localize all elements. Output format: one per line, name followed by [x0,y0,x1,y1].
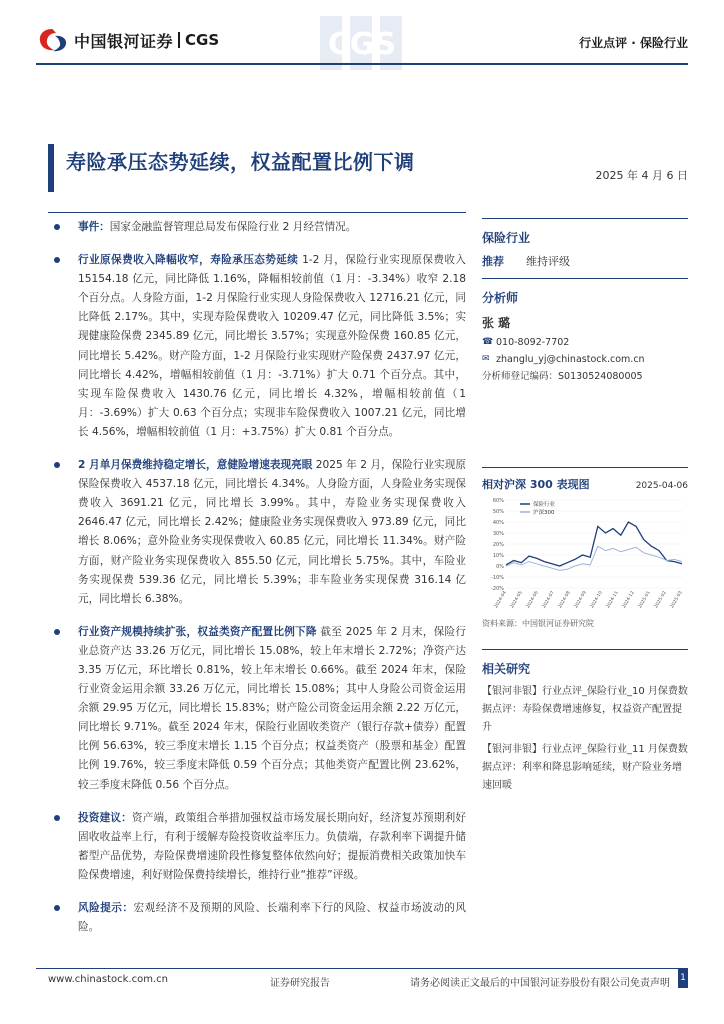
research-item[interactable] [482,741,688,795]
analyst-reg [482,368,688,385]
brand-logo [38,27,219,53]
sector-name: 保险行业 [482,231,531,245]
paragraph-lead: 风险提示： [78,902,134,914]
y-tick-label: -20% [491,586,504,592]
x-tick-label: 2024-04 [493,590,508,610]
paragraph-lead: 2 月单月保费维持稳定增长，意健险增速表现亮眼 [78,459,313,472]
y-tick-label: 60% [492,498,504,504]
paragraph-text: 国家金融监督管理总局发布保险行业 2 月经营情况。 [109,221,357,233]
body-paragraph [48,623,466,795]
bullet-icon [54,815,60,821]
logo-separator [178,32,180,48]
x-tick-label: 2024-11 [605,590,620,610]
chart-title: 相对沪深 300 表现图 [482,478,590,491]
paragraph-lead: 投资建议： [78,811,132,824]
research-heading: 相关研究 [482,662,531,676]
bullet-icon [54,905,60,911]
publish-date: 2025 年 4 月 6 日 [595,169,688,182]
paragraph-text: 截至 2025 年 2 月末，保险行业总资产达 33.26 万亿元，同比增长 15.08%，较上年末增长 2.72%；净资产达 3.35 万亿元，环比增长 0.81%，较上年末增长 0.66%。截至 2024 年末，保险行业资金运用余额 33.26 万亿元，同比增长 15.08%；其中人身险公司资金运用余额 29.95 万亿元，同比增长 15.83%；财产险公司资金运用余额 2.22 万亿元，同比增长 9.71%。截至 2024 年末，保险行业固收类资产（银行存款+债券）配置比例 56.63%，较三季度末增长 1.15 个百分点；权益类资产（股票和基金）配置比例 19.76%，较三季度末降低 0.59 个百分点；其他类资产配置比例 23.62%，较三季度末降低 0.56 个百分点。 [78,625,466,791]
sidebar-divider [482,467,688,468]
paragraph-lead: 事件： [78,221,110,233]
y-tick-label: 10% [492,553,504,559]
x-tick-label: 2024-06 [525,590,540,610]
report-type-label: 行业点评 · 保险行业 [579,36,688,50]
chart-source: 资料来源：中国银河证券研究院 [482,619,594,628]
body-top-divider [48,212,466,213]
analyst-email[interactable] [482,351,688,368]
sidebar-divider [482,218,688,219]
y-tick-label: 20% [492,542,504,548]
paragraph-lead: 行业原保费收入降幅收窄，寿险承压态势延续 [78,254,299,267]
logo-mark-icon [38,27,68,53]
analyst-heading: 分析师 [482,291,519,305]
research-tag: 【银河非银】 [482,686,542,697]
y-tick-label: -10% [491,575,504,581]
body-paragraph [48,218,466,237]
sidebar-divider [482,649,688,650]
body-paragraph [48,809,466,885]
analyst-name: 张 璐 [482,316,511,330]
paragraph-text: 2025 年 2 月，保险行业实现原保险保费收入 4537.18 亿元，同比增长 4.34%。人身险方面，人身险业务实现保费收入 3691.21 亿元，同比增长 3.99%。其中，寿险业务实现保费收入 2646.47 亿元，同比增长 2.42%；健康险业务实现保费收入 973.89 亿元，同比增长 8.06%；意外险业务实现保费收入 60.85 亿元，同比增长 11.34%。财产险方面，财产险业务实现保费收入 855.50 亿元，同比增长 5.75%。其中，车险业务实现保费 539.36 亿元，同比增长 5.39%；非车险业务实现保费 316.14 亿元，同比增长 6.38%。 [78,459,467,605]
x-tick-label: 2025-02 [653,590,668,610]
x-tick-label: 2024-10 [589,590,604,610]
email-link[interactable]: zhanglu_yj@chinastock.com.cn [496,354,645,365]
sidebar [482,218,688,795]
research-title[interactable]: 行业点评_保险行业_11 月保费数据点评：利率和降息影响延续，财产险业务增速回暖 [482,744,688,791]
sidebar-divider [482,278,688,279]
research-title[interactable]: 行业点评_保险行业_10 月保费数据点评：寿险保费增速修复，权益资产配置提升 [482,686,688,733]
header-divider [36,63,688,65]
x-tick-label: 2024-08 [557,590,572,610]
footer-disclaimer: 请务必阅读正文最后的中国银河证券股份有限公司免责声明 [410,978,670,989]
legend-label: 沪深300 [533,510,555,516]
footer-divider [36,968,688,969]
page-number: 1 [678,968,688,988]
bullet-icon [54,224,60,230]
phone-icon: ☎ [482,337,494,347]
rating-key: 推荐 [482,255,504,268]
reg-no-text: 分析师登记编码：S0130524080005 [482,371,643,382]
x-tick-label: 2025-01 [637,590,652,610]
body-paragraph [48,251,466,442]
paragraph-text: 1-2 月，保险行业实现原保费收入 15154.18 亿元，同比降低 1.16%，降幅相较前值（1 月：-3.34%）收窄 2.18 个百分点。人身险方面，1-2 月保险行业实现人身险保费收入 12716.21 亿元，同比降低 2.17%。其中，实现寿险保费收入 10209.47 亿元，同比降低 3.5%；实现健康险保费 2345.89 亿元，同比增长 3.57%；实现意外险保费 160.85 亿元，同比增长 5.42%。财产险方面，1-2 月保险行业实现财产险保费 2437.97 亿元，同比增长 4.42%，增幅相较前值（1 月：-3.71%）扩大 0.71 个百分点。其中，实现车险保费收入 1430.76 亿元，同比增长 4.32%，增幅相较前值（1 月：-3.69%）扩大 0.63 个百分点；实现非车险保费收入 1007.21 亿元，同比增长 4.56%，增幅相较前值（1 月：+3.75%）扩大 0.81 个百分点。 [78,254,466,438]
bullet-icon [54,257,60,263]
page-header [0,0,724,75]
bullet-icon [54,629,60,635]
related-research-list [482,683,688,795]
x-tick-label: 2024-09 [573,590,588,610]
x-tick-label: 2024-05 [509,590,524,610]
paragraph-text: 宏观经济不及预期的风险、长端利率下行的风险、权益市场波动的风险。 [78,902,467,934]
report-body [48,218,466,951]
phone-text: 010-8092-7702 [496,337,570,348]
bullet-icon [54,462,60,468]
logo-cn-text: 中国银河证券 [74,31,174,51]
y-tick-label: 50% [492,509,504,515]
rating-row [482,252,688,272]
x-tick-label: 2024-07 [541,590,556,610]
rating-value: 维持评级 [526,255,570,268]
relative-performance-chart [482,492,688,612]
title-accent-bar [48,144,54,192]
paragraph-lead: 行业资产规模持续扩张，权益类资产配置比例下降 [78,625,317,638]
chart-header [482,476,688,492]
chart-date: 2025-04-06 [635,481,688,491]
series-line [506,546,682,570]
body-paragraph [48,456,466,609]
logo-en-text: CGS [185,31,220,49]
paragraph-text: 资产端，政策组合举措加强权益市场发展长期向好，经济复苏预期利好固收收益率上行，有利于缓解寿险投资收益率压力。负债端，存款利率下调提升储蓄型产品优势，寿险保费增速阶段性修复整体依然向好；提振消费相关政策加快车险保费增速，利好财险保费持续增长，维持行业“推荐”评级。 [78,811,467,881]
y-tick-label: 30% [492,531,504,537]
research-item[interactable] [482,683,688,737]
legend-label: 保险行业 [533,502,556,508]
footer-center: 证券研究报告 [270,978,330,989]
watermark-text: CGS [327,27,397,62]
y-tick-label: 40% [492,520,504,526]
x-tick-label: 2025-03 [669,590,684,610]
y-tick-label: 0% [496,564,504,570]
analyst-phone [482,334,688,351]
report-title: 寿险承压态势延续，权益配置比例下调 [66,150,415,174]
research-tag: 【银河非银】 [482,744,542,755]
footer-site[interactable]: www.chinastock.com.cn [48,974,168,985]
mail-icon: ✉ [482,354,490,364]
body-paragraph [48,899,466,937]
x-tick-label: 2024-12 [621,590,636,610]
